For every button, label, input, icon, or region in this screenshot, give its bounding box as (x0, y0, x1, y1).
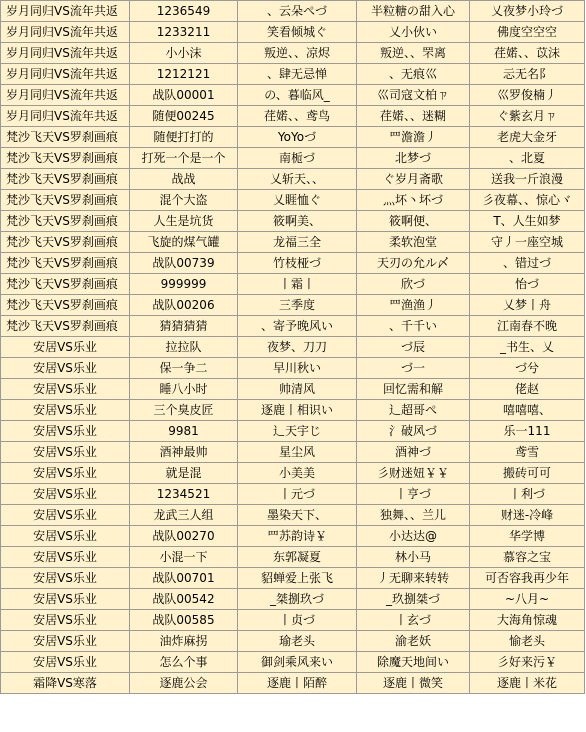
table-row (1, 127, 585, 148)
player-2-cell: 小达达@ (357, 526, 470, 547)
player-3-cell: 华学博 (470, 526, 585, 547)
player-1-cell: 貂蝉爱上张飞 (238, 568, 357, 589)
table-row (1, 232, 585, 253)
table-row (1, 64, 585, 85)
player-3-cell: 乐一111 (470, 421, 585, 442)
matchup-cell: 岁月同归VS流年共返 (1, 64, 130, 85)
player-1-cell: 早川秋い (238, 358, 357, 379)
player-3-cell: 大海角惊魂 (470, 610, 585, 631)
player-2-cell: 辶超哥ぺ (357, 400, 470, 421)
team-name-cell: 战战 (130, 169, 238, 190)
player-3-cell: 荏婼、、苡沫 (470, 43, 585, 64)
table-row (1, 22, 585, 43)
table-row (1, 1, 585, 22)
player-2-cell: 半粒糖の甜入心 (357, 1, 470, 22)
team-name-cell: 油炸麻拐 (130, 631, 238, 652)
player-3-cell: 彡夜幕、、惊心ヾ (470, 190, 585, 211)
player-2-cell: 氵破风づ (357, 421, 470, 442)
player-3-cell: 送我一斤浪漫 (470, 169, 585, 190)
team-name-cell: 就是混 (130, 463, 238, 484)
player-2-cell: 、无痕巛 (357, 64, 470, 85)
table-row (1, 400, 585, 421)
player-2-cell: 渝老妖 (357, 631, 470, 652)
player-3-cell: 可否容我再少年 (470, 568, 585, 589)
player-1-cell: 乂斩天、、 (238, 169, 357, 190)
player-2-cell: 丨玄づ (357, 610, 470, 631)
table-row (1, 610, 585, 631)
matchup-cell: 安居VS乐业 (1, 442, 130, 463)
player-1-cell: 丨贞づ (238, 610, 357, 631)
table-row (1, 589, 585, 610)
team-name-cell: 战队00206 (130, 295, 238, 316)
matchup-cell: 梵沙飞天VS罗刹画痕 (1, 232, 130, 253)
matchup-cell: 岁月同归VS流年共返 (1, 43, 130, 64)
player-2-cell: 荏婼、、迷糊 (357, 106, 470, 127)
team-name-cell: 战队00001 (130, 85, 238, 106)
player-2-cell: 除魔天地间い (357, 652, 470, 673)
team-name-cell: 小小沫 (130, 43, 238, 64)
table-row (1, 652, 585, 673)
table-row (1, 85, 585, 106)
table-row (1, 463, 585, 484)
matchup-cell: 梵沙飞天VS罗刹画痕 (1, 253, 130, 274)
player-3-cell: 佬赵 (470, 379, 585, 400)
table-row (1, 442, 585, 463)
table-row (1, 169, 585, 190)
player-3-cell: 逐鹿丨米花 (470, 673, 585, 694)
table-row (1, 337, 585, 358)
team-name-cell: 飞旋的煤气罐 (130, 232, 238, 253)
player-1-cell: 丨元づ (238, 484, 357, 505)
matchup-cell: 岁月同归VS流年共返 (1, 85, 130, 106)
player-1-cell: 罒苏韵诗￥ (238, 526, 357, 547)
table-row (1, 379, 585, 400)
table-row (1, 547, 585, 568)
player-1-cell: 乂睚恤ぐ (238, 190, 357, 211)
matchup-cell: 梵沙飞天VS罗刹画痕 (1, 295, 130, 316)
player-2-cell: 独舞、、兰儿 (357, 505, 470, 526)
player-1-cell: の、暮临风_ (238, 85, 357, 106)
player-3-cell: ~八月~ (470, 589, 585, 610)
player-3-cell: 忈无名阝 (470, 64, 585, 85)
player-3-cell: 彡好来污￥ (470, 652, 585, 673)
player-1-cell: 南栀づ (238, 148, 357, 169)
table-row (1, 106, 585, 127)
matchup-cell: 梵沙飞天VS罗刹画痕 (1, 190, 130, 211)
matchup-cell: 安居VS乐业 (1, 568, 130, 589)
team-name-cell: 9981 (130, 421, 238, 442)
player-2-cell: 罒澹澹丿 (357, 127, 470, 148)
team-name-cell: 龙武三人组 (130, 505, 238, 526)
player-3-cell: 守丿一座空城 (470, 232, 585, 253)
player-1-cell: 星尘风 (238, 442, 357, 463)
player-2-cell: 灬坏丶坏づ (357, 190, 470, 211)
table-row (1, 148, 585, 169)
player-3-cell: 老虎大金牙 (470, 127, 585, 148)
table-row (1, 211, 585, 232)
player-1-cell: YoYoづ (238, 127, 357, 148)
player-3-cell: 鸢雪 (470, 442, 585, 463)
player-2-cell: 叛逆、、罘离 (357, 43, 470, 64)
player-3-cell: 佛度空空空 (470, 22, 585, 43)
player-2-cell: 彡财迷妞￥￥ (357, 463, 470, 484)
matchup-cell: 安居VS乐业 (1, 337, 130, 358)
player-1-cell: 辶天宇じ (238, 421, 357, 442)
matchup-cell: 安居VS乐业 (1, 652, 130, 673)
matchup-cell: 梵沙飞天VS罗刹画痕 (1, 274, 130, 295)
player-3-cell: 丨利づ (470, 484, 585, 505)
player-1-cell: 、云朵ぺづ (238, 1, 357, 22)
player-2-cell: 、千千い (357, 316, 470, 337)
player-2-cell: 逐鹿丨微笑 (357, 673, 470, 694)
player-1-cell: 竹枝桠づ (238, 253, 357, 274)
matchup-cell: 安居VS乐业 (1, 547, 130, 568)
team-name-cell: 1236549 (130, 1, 238, 22)
matchup-cell: 安居VS乐业 (1, 505, 130, 526)
team-name-cell: 999999 (130, 274, 238, 295)
matchup-cell: 安居VS乐业 (1, 358, 130, 379)
player-2-cell: 酒神づ (357, 442, 470, 463)
table-row (1, 421, 585, 442)
team-name-cell: 战队00542 (130, 589, 238, 610)
player-3-cell: ぐ紫玄月ㄗ (470, 106, 585, 127)
matchup-cell: 梵沙飞天VS罗刹画痕 (1, 127, 130, 148)
team-name-cell: 1233211 (130, 22, 238, 43)
team-name-cell: 酒神最帅 (130, 442, 238, 463)
player-3-cell: づ兮 (470, 358, 585, 379)
player-3-cell: _书生、乂 (470, 337, 585, 358)
matchup-cell: 安居VS乐业 (1, 526, 130, 547)
player-1-cell: 荏婼、、鸢鸟 (238, 106, 357, 127)
player-2-cell: ぐ岁月斋歌 (357, 169, 470, 190)
team-name-cell: 睡八小时 (130, 379, 238, 400)
player-3-cell: 、北夏 (470, 148, 585, 169)
matchup-cell: 安居VS乐业 (1, 463, 130, 484)
player-1-cell: 逐鹿丨相识い (238, 400, 357, 421)
table-row (1, 673, 585, 694)
team-name-cell: 打死一个是一个 (130, 148, 238, 169)
player-3-cell: 乂梦丨舟 (470, 295, 585, 316)
player-3-cell: 怡づ (470, 274, 585, 295)
player-3-cell: 愉老头 (470, 631, 585, 652)
team-name-cell: 逐鹿公会 (130, 673, 238, 694)
matchup-cell: 安居VS乐业 (1, 589, 130, 610)
team-name-cell: 战队00270 (130, 526, 238, 547)
player-2-cell: 欣づ (357, 274, 470, 295)
player-2-cell: づ辰 (357, 337, 470, 358)
team-name-cell: 人生是坑货 (130, 211, 238, 232)
matchup-cell: 安居VS乐业 (1, 610, 130, 631)
player-2-cell: 乂小伙い (357, 22, 470, 43)
matchup-cell: 岁月同归VS流年共返 (1, 106, 130, 127)
team-name-cell: 1234521 (130, 484, 238, 505)
matchup-cell: 梵沙飞天VS罗刹画痕 (1, 169, 130, 190)
player-1-cell: 笑看倾城ぐ (238, 22, 357, 43)
player-2-cell: 巛司寇文柏ㄗ (357, 85, 470, 106)
team-name-cell: 战队00739 (130, 253, 238, 274)
team-name-cell: 拉拉队 (130, 337, 238, 358)
table-row (1, 43, 585, 64)
player-1-cell: 墨染天下、 (238, 505, 357, 526)
matchup-cell: 岁月同归VS流年共返 (1, 22, 130, 43)
matchup-cell: 梵沙飞天VS罗刹画痕 (1, 211, 130, 232)
player-1-cell: _桀捌玖づ (238, 589, 357, 610)
table-row (1, 253, 585, 274)
player-3-cell: 嘻嘻嘻、 (470, 400, 585, 421)
player-2-cell: 回忆需和解 (357, 379, 470, 400)
player-2-cell: 北梦づ (357, 148, 470, 169)
matchup-cell: 安居VS乐业 (1, 379, 130, 400)
table-row (1, 295, 585, 316)
player-3-cell: 江南春不晚 (470, 316, 585, 337)
player-2-cell: 林小马 (357, 547, 470, 568)
player-3-cell: 、错过づ (470, 253, 585, 274)
team-name-cell: 混个大盗 (130, 190, 238, 211)
player-1-cell: 小美美 (238, 463, 357, 484)
table-row (1, 190, 585, 211)
table-row (1, 631, 585, 652)
table-row (1, 358, 585, 379)
matchup-cell: 梵沙飞天VS罗刹画痕 (1, 316, 130, 337)
player-1-cell: 御剑乘风来い (238, 652, 357, 673)
table-body (1, 1, 585, 694)
player-3-cell: T、人生如梦 (470, 211, 585, 232)
team-name-cell: 小混一下 (130, 547, 238, 568)
matchup-cell: 霜降VS寒落 (1, 673, 130, 694)
player-1-cell: 夜梦、刀刀 (238, 337, 357, 358)
matchup-cell: 安居VS乐业 (1, 631, 130, 652)
player-1-cell: 逐鹿丨陌醉 (238, 673, 357, 694)
player-2-cell: 天刃の允ル〆 (357, 253, 470, 274)
player-3-cell: 乂夜梦小玲づ (470, 1, 585, 22)
player-3-cell: 慕容之宝 (470, 547, 585, 568)
player-1-cell: 帅清风 (238, 379, 357, 400)
table-row (1, 316, 585, 337)
player-1-cell: 丨霜丨 (238, 274, 357, 295)
player-1-cell: 龙福三全 (238, 232, 357, 253)
table-row (1, 568, 585, 589)
player-1-cell: 东郭凝夏 (238, 547, 357, 568)
player-1-cell: 瑜老头 (238, 631, 357, 652)
player-2-cell: 筱啊便、 (357, 211, 470, 232)
player-2-cell: 丿无聊来转转 (357, 568, 470, 589)
team-name-cell: 猜猜猜猜 (130, 316, 238, 337)
player-2-cell: 罒渔渔丿 (357, 295, 470, 316)
player-1-cell: 、寄予晚风い (238, 316, 357, 337)
player-2-cell: 丨亨づ (357, 484, 470, 505)
matchup-cell: 安居VS乐业 (1, 484, 130, 505)
table-row (1, 484, 585, 505)
player-1-cell: 、肆无忌惮 (238, 64, 357, 85)
player-1-cell: 筱啊美、 (238, 211, 357, 232)
player-2-cell: _玖捌桀づ (357, 589, 470, 610)
matchup-cell: 梵沙飞天VS罗刹画痕 (1, 148, 130, 169)
team-name-cell: 战队00701 (130, 568, 238, 589)
matchup-cell: 岁月同归VS流年共返 (1, 1, 130, 22)
matchup-cell: 安居VS乐业 (1, 400, 130, 421)
player-1-cell: 叛逆、、凉烬 (238, 43, 357, 64)
table-row (1, 274, 585, 295)
player-3-cell: 巛罗俊楠丿 (470, 85, 585, 106)
team-name-cell: 怎么个事 (130, 652, 238, 673)
player-1-cell: 三季度 (238, 295, 357, 316)
team-name-cell: 随便打打的 (130, 127, 238, 148)
table-row (1, 526, 585, 547)
table-row (1, 505, 585, 526)
player-3-cell: 财迷-冷峰 (470, 505, 585, 526)
player-2-cell: 柔软泡堂 (357, 232, 470, 253)
player-3-cell: 搬砖可可 (470, 463, 585, 484)
team-name-cell: 随便00245 (130, 106, 238, 127)
matchup-cell: 安居VS乐业 (1, 421, 130, 442)
player-2-cell: づ一 (357, 358, 470, 379)
team-name-cell: 战队00585 (130, 610, 238, 631)
team-name-cell: 三个臭皮匠 (130, 400, 238, 421)
team-name-cell: 1212121 (130, 64, 238, 85)
team-name-cell: 保一争二 (130, 358, 238, 379)
